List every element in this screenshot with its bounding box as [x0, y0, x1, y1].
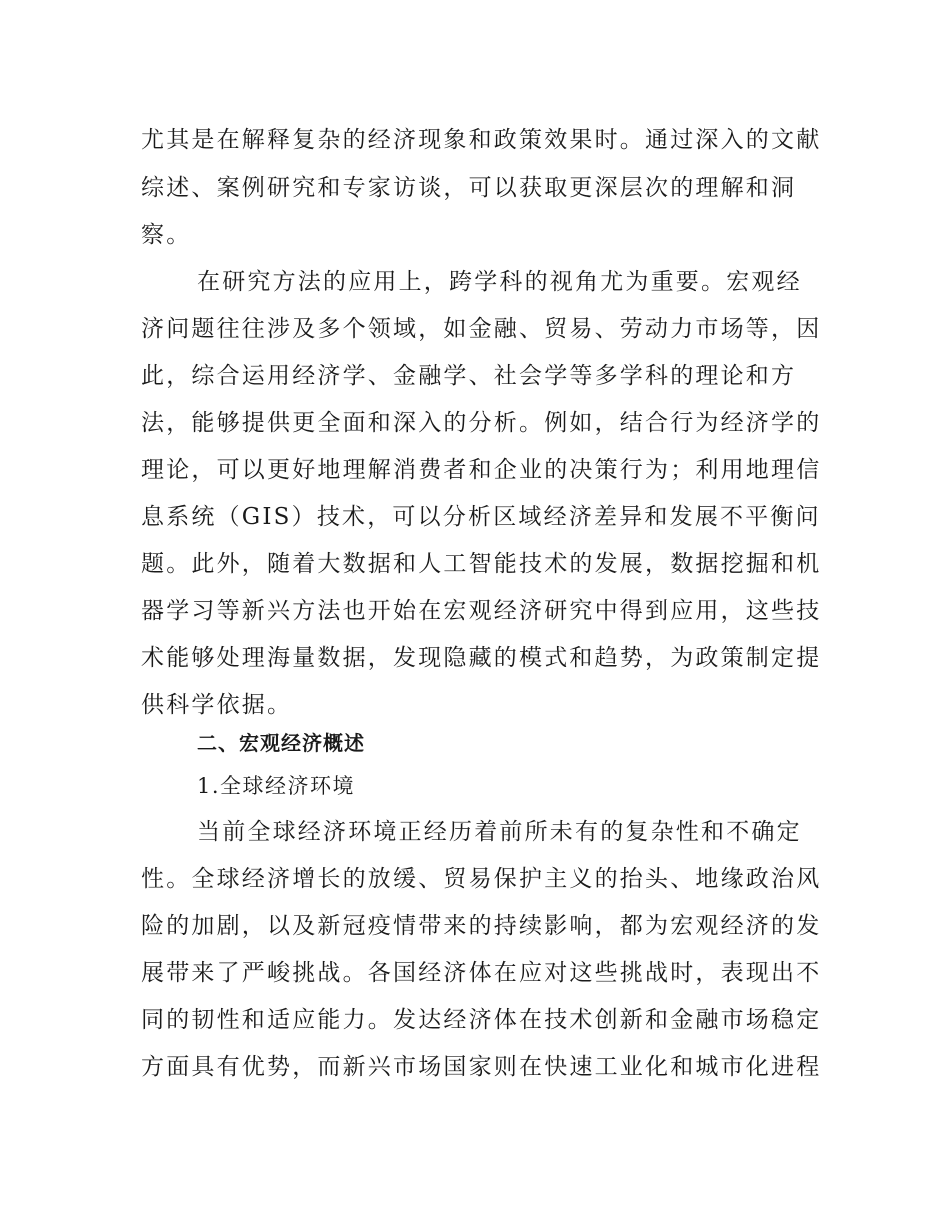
subsection-heading: 1.全球经济环境 — [197, 774, 356, 798]
paragraph-2-line-10: 供科学依据。 — [141, 692, 293, 718]
paragraph-1-line-2: 综述、案例研究和专家访谈，可以获取更深层次的理解和洞 — [141, 175, 797, 201]
paragraph-2-line-1: 在研究方法的应用上，跨学科的视角尤为重要。宏观经 — [197, 269, 802, 295]
paragraph-2-line-6: 息系统（GIS）技术，可以分析区域经济差异和发展不平衡问 — [141, 504, 821, 530]
paragraph-2-line-9: 术能够处理海量数据，发现隐藏的模式和趋势，为政策制定提 — [141, 645, 822, 671]
paragraph-1-line-3: 察。 — [141, 222, 192, 248]
paragraph-3-line-4: 展带来了严峻挑战。各国经济体在应对这些挑战时，表现出不 — [141, 960, 822, 986]
paragraph-3-line-1: 当前全球经济环境正经历着前所未有的复杂性和不确定 — [197, 819, 802, 845]
paragraph-3-line-3: 险的加剧，以及新冠疫情带来的持续影响，都为宏观经济的发 — [141, 913, 822, 939]
paragraph-3-line-6: 方面具有优势，而新兴市场国家则在快速工业化和城市化进程 — [141, 1054, 822, 1080]
paragraph-3-line-2: 性。全球经济增长的放缓、贸易保护主义的抬头、地缘政治风 — [141, 866, 822, 892]
paragraph-2-line-7: 题。此外，随着大数据和人工智能技术的发展，数据挖掘和机 — [141, 551, 822, 577]
paragraph-2-line-4: 法，能够提供更全面和深入的分析。例如，结合行为经济学的 — [141, 410, 822, 436]
section-heading: 二、宏观经济概述 — [197, 731, 365, 755]
paragraph-2-line-3: 此，综合运用经济学、金融学、社会学等多学科的理论和方 — [141, 363, 797, 389]
paragraph-3-line-5: 同的韧性和适应能力。发达经济体在技术创新和金融市场稳定 — [141, 1007, 822, 1033]
paragraph-2-line-5: 理论，可以更好地理解消费者和企业的决策行为；利用地理信 — [141, 457, 822, 483]
paragraph-2-line-2: 济问题往往涉及多个领域，如金融、贸易、劳动力市场等，因 — [141, 316, 822, 342]
paragraph-1-line-1: 尤其是在解释复杂的经济现象和政策效果时。通过深入的文献 — [141, 127, 822, 153]
paragraph-2-line-8: 器学习等新兴方法也开始在宏观经济研究中得到应用，这些技 — [141, 598, 822, 624]
